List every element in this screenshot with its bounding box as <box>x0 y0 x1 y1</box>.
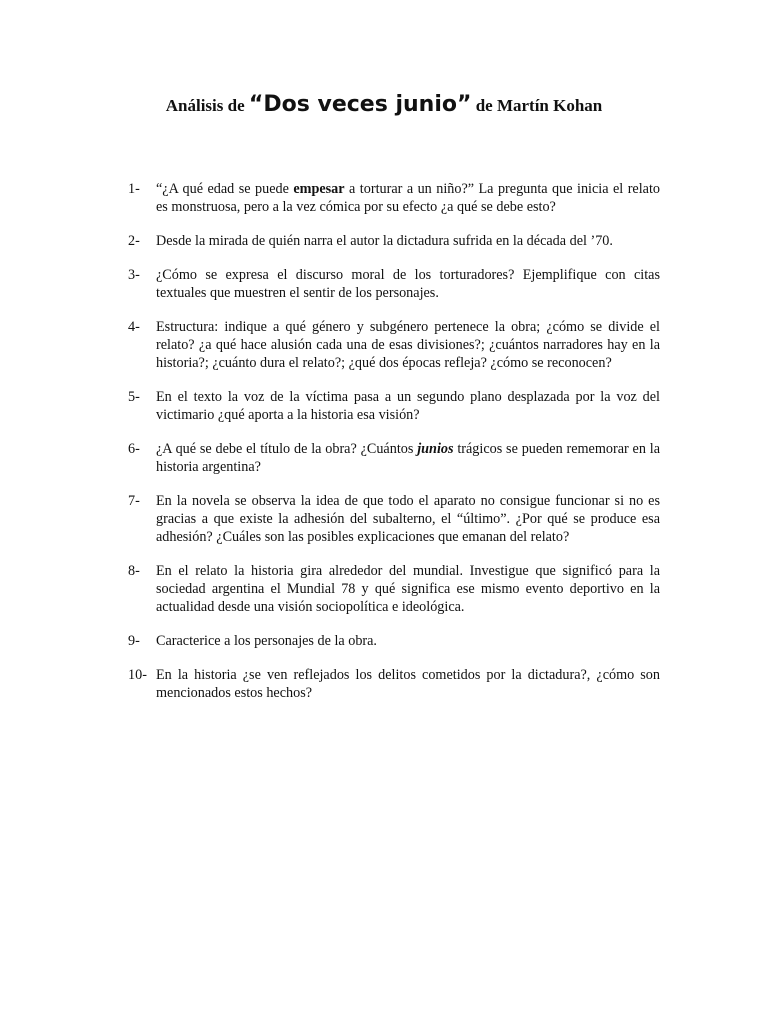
question-item-10 <box>128 666 660 702</box>
question-list <box>128 180 660 718</box>
question-text: En el texto la voz de la víctima pasa a un segundo plano desplazada por la voz del victimario ¿qué aporta a la historia esa visión? <box>156 389 660 423</box>
question-number: 8- <box>128 563 140 579</box>
question-text: En el relato la historia gira alrededor del mundial. Investigue que significó para la sociedad argentina el Mundial 78 y qué significa ese mismo evento deportivo en la actualidad desde una visión sociopolítica e ideológica. <box>156 563 660 615</box>
question-number: 3- <box>128 267 140 283</box>
question-text-part: ¿A qué se debe el título de la obra? ¿Cuántos <box>156 441 418 457</box>
question-text: Desde la mirada de quién narra el autor la dictadura sufrida en la década del ’70. <box>156 233 613 249</box>
question-text: ¿Cómo se expresa el discurso moral de los torturadores? Ejemplifique con citas textuales que muestren el sentir de los personajes. <box>156 267 660 301</box>
title-work-name: “Dos veces junio” <box>248 92 472 117</box>
title-prefix: Análisis de <box>165 96 249 115</box>
question-text: En la historia ¿se ven reflejados los delitos cometidos por la dictadura?, ¿cómo son mencionados estos hechos? <box>156 667 660 701</box>
question-text <box>156 180 660 216</box>
question-number: 10- <box>128 667 147 683</box>
question-text: Estructura: indique a qué género y subgénero pertenece la obra; ¿cómo se divide el relato? ¿a qué hace alusión cada una de esas divisiones?; ¿cuántos narradores hay en la historia?; ¿cuánto dura el relato?; ¿qué dos épocas refleja? ¿cómo se reconocen? <box>156 319 660 371</box>
question-text-part: a torturar a un niño?” La pregunta que inicia el relato es monstruosa, pero a la vez cómica por su efecto ¿a qué se debe esto? <box>156 181 660 215</box>
question-item-5 <box>128 388 660 424</box>
question-item-7 <box>128 492 660 546</box>
question-number: 6- <box>128 441 140 457</box>
question-number: 7- <box>128 493 140 509</box>
question-number: 5- <box>128 389 140 405</box>
question-item-8 <box>128 562 660 616</box>
question-item-1 <box>128 180 660 216</box>
question-text: En la novela se observa la idea de que todo el aparato no consigue funcionar si no es gracias a que existe la adhesión del subalterno, el “último”. ¿Por qué se produce esa adhesión? ¿Cuáles son las posibles explicaciones que emanan del relato? <box>156 493 660 545</box>
question-emphasis: empesar <box>293 181 345 197</box>
question-text <box>156 440 660 476</box>
question-item-3 <box>128 266 660 302</box>
question-number: 1- <box>128 181 140 197</box>
question-item-9 <box>128 632 660 650</box>
question-emphasis: junios <box>417 441 454 457</box>
question-item-4 <box>128 318 660 372</box>
question-number: 4- <box>128 319 140 335</box>
question-text-part: trágicos se pueden rememorar en la historia argentina? <box>156 441 660 475</box>
question-text: Caracterice a los personajes de la obra. <box>156 633 377 649</box>
question-number: 9- <box>128 633 140 649</box>
question-number: 2- <box>128 233 140 249</box>
title-suffix: de Martín Kohan <box>471 96 603 115</box>
question-item-6 <box>128 440 660 476</box>
question-text-part: “¿A qué edad se puede <box>156 181 294 197</box>
document-title <box>0 88 768 123</box>
question-item-2 <box>128 232 660 250</box>
